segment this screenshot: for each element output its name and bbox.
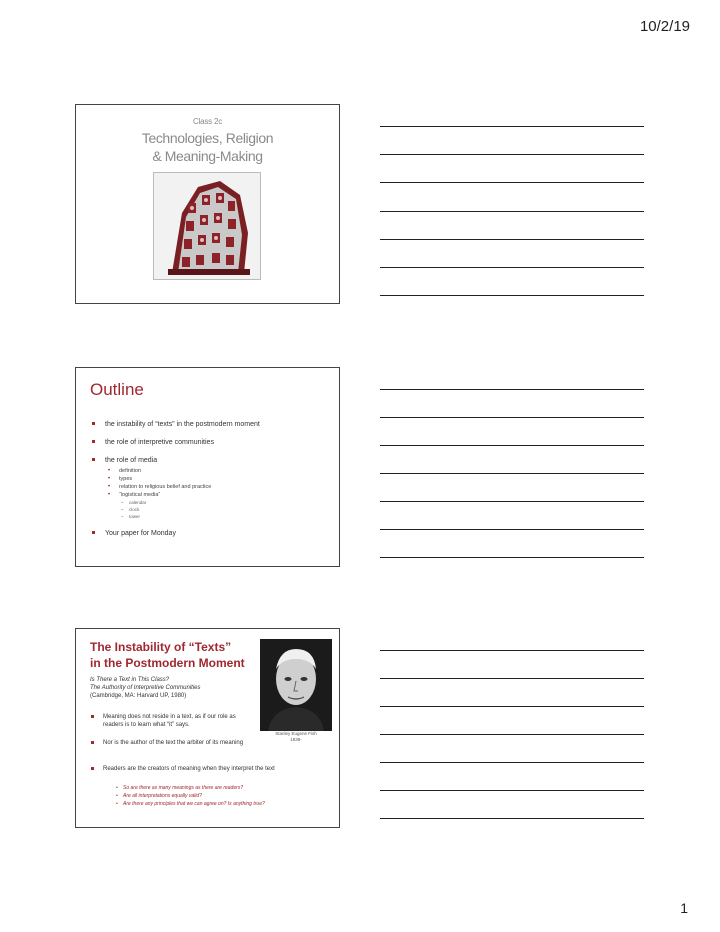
tower-illustration-icon xyxy=(154,173,261,280)
logistical-item: – calendar xyxy=(119,499,331,506)
slide-outline xyxy=(75,367,340,567)
page-date: 10/2/19 xyxy=(639,18,690,35)
portrait-caption-name: Stanley Eugene Fish xyxy=(275,731,317,736)
logistical-item: – clock xyxy=(119,506,331,513)
question-item: • Are all interpretations equally valid? xyxy=(116,792,336,800)
outline-item: the role of interpretive communities xyxy=(91,438,331,447)
portrait-icon xyxy=(260,639,332,731)
note-line xyxy=(380,473,644,474)
instability-bullet: Nor is the author of the text the arbiter of its meaning xyxy=(90,739,250,747)
note-line xyxy=(380,529,644,530)
page-number: 1 xyxy=(680,900,688,916)
media-sublist xyxy=(105,467,331,520)
logistical-sublist xyxy=(119,499,331,520)
note-line xyxy=(380,239,644,240)
instability-bullet: Readers are the creators of meaning when they interpret the text xyxy=(90,765,290,773)
slide-class-label: Class 2c xyxy=(192,117,223,126)
instability-title-line2: in the Postmodern Moment xyxy=(90,656,245,670)
note-line xyxy=(380,389,644,390)
media-sub-item-logistical xyxy=(105,491,331,520)
note-line xyxy=(380,126,644,127)
book-reference xyxy=(90,676,270,700)
note-line xyxy=(380,211,644,212)
logistical-item: – tower xyxy=(119,513,331,520)
note-line xyxy=(380,678,644,679)
slide-title xyxy=(75,104,340,304)
outline-item-media xyxy=(91,456,331,520)
note-line xyxy=(380,267,644,268)
question-list xyxy=(116,784,336,808)
outline-item-label: the role of media xyxy=(105,457,158,464)
note-line xyxy=(380,557,644,558)
media-sub-item: • relation to religious belief and practice xyxy=(105,483,331,491)
note-line xyxy=(380,650,644,651)
outline-item-paper: Your paper for Monday xyxy=(91,529,331,538)
note-line xyxy=(380,501,644,502)
note-line xyxy=(380,417,644,418)
slide-title-text xyxy=(76,129,339,165)
tower-image xyxy=(153,172,261,280)
portrait-photo xyxy=(260,639,332,731)
note-line xyxy=(380,445,644,446)
portrait-caption-years: 1938- xyxy=(290,737,302,742)
media-sub-item-label: “logistical media” xyxy=(119,492,161,498)
note-line xyxy=(380,790,644,791)
book-subtitle: The Authority of Interpretive Communities xyxy=(90,685,201,691)
note-line xyxy=(380,182,644,183)
media-sub-item: • types xyxy=(105,475,331,483)
question-item: • Are there any principles that we can agree on? Is anything true? xyxy=(116,800,336,808)
instability-title-line1: The Instability of “Texts” xyxy=(90,640,232,654)
media-sub-item: • definition xyxy=(105,467,331,475)
note-line xyxy=(380,818,644,819)
instability-bullet: Meaning does not reside in a text, as if our role as readers is to learn what “it” says. xyxy=(90,713,240,729)
book-publisher: (Cambridge, MA: Harvard UP, 1980) xyxy=(90,693,187,699)
slide-title-line1: Technologies, Religion xyxy=(141,130,274,146)
outline-item: the instability of “texts” in the postmodern moment xyxy=(91,420,331,429)
outline-list xyxy=(91,420,331,547)
note-line xyxy=(380,762,644,763)
note-line xyxy=(380,295,644,296)
note-line xyxy=(380,706,644,707)
note-line xyxy=(380,734,644,735)
instability-title xyxy=(90,639,270,671)
book-title: Is There a Text in This Class? xyxy=(90,677,170,683)
question-item: • So are there as many meanings as there are readers? xyxy=(116,784,336,792)
portrait-caption xyxy=(260,731,332,743)
slide-title-line2: & Meaning-Making xyxy=(152,148,263,164)
slide-instability xyxy=(75,628,340,828)
note-line xyxy=(380,154,644,155)
outline-title: Outline xyxy=(90,380,144,399)
